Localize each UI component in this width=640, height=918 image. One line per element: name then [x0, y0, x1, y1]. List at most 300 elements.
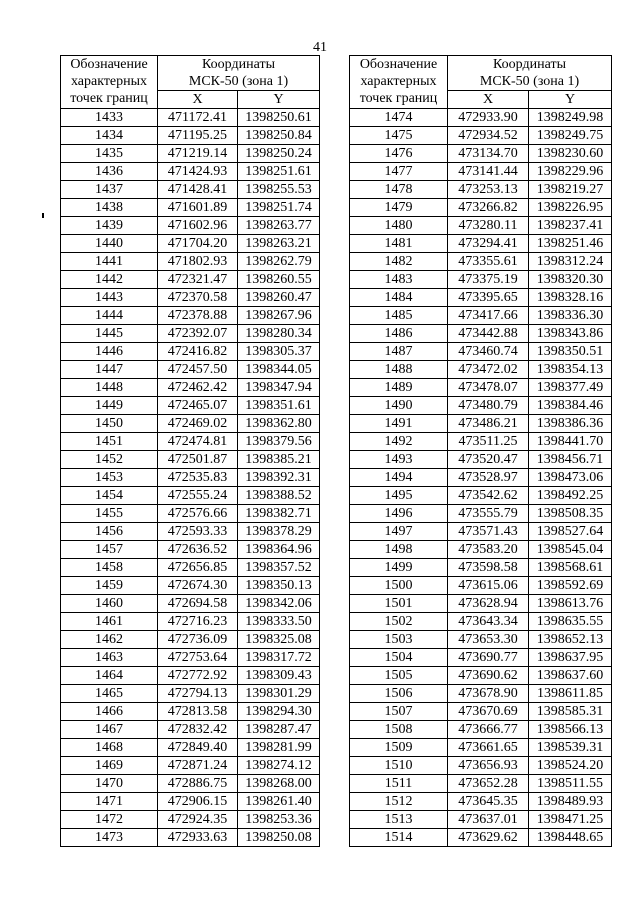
table-row — [61, 613, 320, 631]
y-coordinate-cell: 1398320.30 — [529, 271, 612, 289]
y-coordinate-cell: 1398508.35 — [529, 505, 612, 523]
x-coordinate-cell: 472871.24 — [158, 757, 238, 775]
y-coordinate-cell: 1398250.61 — [238, 109, 320, 127]
x-coordinate-cell: 472753.64 — [158, 649, 238, 667]
point-id-cell: 1488 — [350, 361, 448, 379]
table-row — [350, 505, 612, 523]
y-coordinate-cell: 1398456.71 — [529, 451, 612, 469]
x-coordinate-cell: 471195.25 — [158, 127, 238, 145]
x-coordinate-cell: 473637.01 — [448, 811, 529, 829]
table-row — [61, 361, 320, 379]
point-id-cell: 1471 — [61, 793, 158, 811]
point-id-cell: 1500 — [350, 577, 448, 595]
point-label-header: Обозначение характерных точек границ — [350, 56, 448, 109]
point-id-cell: 1467 — [61, 721, 158, 739]
table-row — [350, 289, 612, 307]
x-coordinate-cell: 473253.13 — [448, 181, 529, 199]
y-coordinate-cell: 1398524.20 — [529, 757, 612, 775]
left-table-body — [61, 109, 320, 847]
x-coordinate-cell: 472465.07 — [158, 397, 238, 415]
x-coordinate-cell: 473280.11 — [448, 217, 529, 235]
table-row — [350, 667, 612, 685]
table-row — [61, 829, 320, 847]
table-row — [350, 127, 612, 145]
y-header: Y — [529, 91, 612, 109]
table-row — [61, 253, 320, 271]
table-row — [61, 469, 320, 487]
table-row — [61, 487, 320, 505]
x-coordinate-cell: 473266.82 — [448, 199, 529, 217]
point-id-cell: 1495 — [350, 487, 448, 505]
y-coordinate-cell: 1398253.36 — [238, 811, 320, 829]
y-coordinate-cell: 1398378.29 — [238, 523, 320, 541]
table-row — [61, 433, 320, 451]
x-coordinate-cell: 471219.14 — [158, 145, 238, 163]
table-row — [61, 775, 320, 793]
y-coordinate-cell: 1398281.99 — [238, 739, 320, 757]
point-id-cell: 1438 — [61, 199, 158, 217]
x-coordinate-cell: 472906.15 — [158, 793, 238, 811]
table-row — [61, 235, 320, 253]
point-id-cell: 1506 — [350, 685, 448, 703]
table-row — [61, 163, 320, 181]
point-id-cell: 1437 — [61, 181, 158, 199]
point-id-cell: 1504 — [350, 649, 448, 667]
x-coordinate-cell: 473542.62 — [448, 487, 529, 505]
point-id-cell: 1463 — [61, 649, 158, 667]
y-coordinate-cell: 1398342.06 — [238, 595, 320, 613]
x-coordinate-cell: 473355.61 — [448, 253, 529, 271]
y-coordinate-cell: 1398351.61 — [238, 397, 320, 415]
point-id-cell: 1444 — [61, 307, 158, 325]
point-id-cell: 1477 — [350, 163, 448, 181]
coordinates-table-left — [60, 55, 320, 847]
y-coordinate-cell: 1398545.04 — [529, 541, 612, 559]
coordinates-header: Координаты МСК-50 (зона 1) — [448, 56, 612, 91]
point-id-cell: 1503 — [350, 631, 448, 649]
y-coordinate-cell: 1398592.69 — [529, 577, 612, 595]
x-coordinate-cell: 472832.42 — [158, 721, 238, 739]
table-row — [350, 739, 612, 757]
table-row — [350, 361, 612, 379]
y-coordinate-cell: 1398301.29 — [238, 685, 320, 703]
table-row — [350, 559, 612, 577]
point-id-cell: 1443 — [61, 289, 158, 307]
point-id-cell: 1485 — [350, 307, 448, 325]
point-id-cell: 1441 — [61, 253, 158, 271]
point-id-cell: 1450 — [61, 415, 158, 433]
y-coordinate-cell: 1398250.84 — [238, 127, 320, 145]
x-coordinate-cell: 472772.92 — [158, 667, 238, 685]
point-id-cell: 1512 — [350, 793, 448, 811]
point-id-cell: 1478 — [350, 181, 448, 199]
y-coordinate-cell: 1398249.98 — [529, 109, 612, 127]
y-coordinate-cell: 1398226.95 — [529, 199, 612, 217]
x-coordinate-cell: 473656.93 — [448, 757, 529, 775]
table-row — [350, 631, 612, 649]
y-coordinate-cell: 1398448.65 — [529, 829, 612, 847]
x-coordinate-cell: 472462.42 — [158, 379, 238, 397]
point-id-cell: 1481 — [350, 235, 448, 253]
point-id-cell: 1461 — [61, 613, 158, 631]
point-id-cell: 1482 — [350, 253, 448, 271]
point-id-cell: 1476 — [350, 145, 448, 163]
table-row — [61, 127, 320, 145]
x-coordinate-cell: 472794.13 — [158, 685, 238, 703]
point-id-cell: 1473 — [61, 829, 158, 847]
table-row — [61, 289, 320, 307]
x-coordinate-cell: 471428.41 — [158, 181, 238, 199]
point-id-cell: 1465 — [61, 685, 158, 703]
point-id-cell: 1442 — [61, 271, 158, 289]
x-coordinate-cell: 472457.50 — [158, 361, 238, 379]
x-coordinate-cell: 472694.58 — [158, 595, 238, 613]
y-coordinate-cell: 1398566.13 — [529, 721, 612, 739]
table-row — [350, 199, 612, 217]
y-coordinate-cell: 1398251.61 — [238, 163, 320, 181]
x-coordinate-cell: 472933.63 — [158, 829, 238, 847]
x-coordinate-cell: 472924.35 — [158, 811, 238, 829]
x-coordinate-cell: 472555.24 — [158, 487, 238, 505]
y-coordinate-cell: 1398250.08 — [238, 829, 320, 847]
table-row — [61, 451, 320, 469]
x-coordinate-cell: 473375.19 — [448, 271, 529, 289]
point-label-header: Обозначение характерных точек границ — [61, 56, 158, 109]
y-coordinate-cell: 1398325.08 — [238, 631, 320, 649]
table-row — [61, 217, 320, 235]
x-coordinate-cell: 473571.43 — [448, 523, 529, 541]
point-id-cell: 1509 — [350, 739, 448, 757]
x-coordinate-cell: 473670.69 — [448, 703, 529, 721]
table-row — [350, 757, 612, 775]
point-id-cell: 1447 — [61, 361, 158, 379]
y-coordinate-cell: 1398441.70 — [529, 433, 612, 451]
y-coordinate-cell: 1398384.46 — [529, 397, 612, 415]
table-row — [61, 397, 320, 415]
y-coordinate-cell: 1398333.50 — [238, 613, 320, 631]
x-coordinate-cell: 473417.66 — [448, 307, 529, 325]
x-coordinate-cell: 472933.90 — [448, 109, 529, 127]
table-row — [350, 181, 612, 199]
x-coordinate-cell: 472370.58 — [158, 289, 238, 307]
y-coordinate-cell: 1398568.61 — [529, 559, 612, 577]
table-row — [350, 775, 612, 793]
x-coordinate-cell: 472593.33 — [158, 523, 238, 541]
x-coordinate-cell: 472656.85 — [158, 559, 238, 577]
point-id-cell: 1510 — [350, 757, 448, 775]
x-coordinate-cell: 473442.88 — [448, 325, 529, 343]
table-row — [61, 793, 320, 811]
table-row — [350, 829, 612, 847]
point-id-cell: 1472 — [61, 811, 158, 829]
table-row — [61, 703, 320, 721]
x-coordinate-cell: 471602.96 — [158, 217, 238, 235]
y-coordinate-cell: 1398251.74 — [238, 199, 320, 217]
x-coordinate-cell: 473134.70 — [448, 145, 529, 163]
point-id-cell: 1474 — [350, 109, 448, 127]
x-coordinate-cell: 472321.47 — [158, 271, 238, 289]
y-coordinate-cell: 1398539.31 — [529, 739, 612, 757]
y-coordinate-cell: 1398328.16 — [529, 289, 612, 307]
table-row — [350, 487, 612, 505]
y-coordinate-cell: 1398237.41 — [529, 217, 612, 235]
table-row — [350, 703, 612, 721]
table-row — [350, 343, 612, 361]
y-coordinate-cell: 1398287.47 — [238, 721, 320, 739]
y-coordinate-cell: 1398347.94 — [238, 379, 320, 397]
table-row — [350, 613, 612, 631]
x-coordinate-cell: 473615.06 — [448, 577, 529, 595]
point-id-cell: 1489 — [350, 379, 448, 397]
table-row — [61, 325, 320, 343]
y-coordinate-cell: 1398611.85 — [529, 685, 612, 703]
point-id-cell: 1469 — [61, 757, 158, 775]
point-id-cell: 1501 — [350, 595, 448, 613]
y-coordinate-cell: 1398274.12 — [238, 757, 320, 775]
point-id-cell: 1435 — [61, 145, 158, 163]
table-row — [350, 541, 612, 559]
table-row — [350, 685, 612, 703]
table-row — [61, 739, 320, 757]
point-id-cell: 1486 — [350, 325, 448, 343]
point-id-cell: 1497 — [350, 523, 448, 541]
x-coordinate-cell: 473643.34 — [448, 613, 529, 631]
x-coordinate-cell: 473472.02 — [448, 361, 529, 379]
x-coordinate-cell: 473628.94 — [448, 595, 529, 613]
y-coordinate-cell: 1398377.49 — [529, 379, 612, 397]
table-row — [61, 631, 320, 649]
y-coordinate-cell: 1398357.52 — [238, 559, 320, 577]
table-row — [350, 433, 612, 451]
y-coordinate-cell: 1398280.34 — [238, 325, 320, 343]
x-coordinate-cell: 472716.23 — [158, 613, 238, 631]
y-coordinate-cell: 1398471.25 — [529, 811, 612, 829]
x-coordinate-cell: 472469.02 — [158, 415, 238, 433]
table-row — [61, 271, 320, 289]
table-row — [350, 271, 612, 289]
table-row — [350, 721, 612, 739]
y-coordinate-cell: 1398260.47 — [238, 289, 320, 307]
table-row — [61, 667, 320, 685]
point-id-cell: 1496 — [350, 505, 448, 523]
y-coordinate-cell: 1398250.24 — [238, 145, 320, 163]
point-id-cell: 1433 — [61, 109, 158, 127]
point-id-cell: 1451 — [61, 433, 158, 451]
y-coordinate-cell: 1398294.30 — [238, 703, 320, 721]
x-coordinate-cell: 472886.75 — [158, 775, 238, 793]
x-coordinate-cell: 473486.21 — [448, 415, 529, 433]
y-coordinate-cell: 1398336.30 — [529, 307, 612, 325]
x-header: X — [448, 91, 529, 109]
table-row — [350, 415, 612, 433]
point-id-cell: 1490 — [350, 397, 448, 415]
point-id-cell: 1507 — [350, 703, 448, 721]
table-row — [350, 145, 612, 163]
x-coordinate-cell: 472474.81 — [158, 433, 238, 451]
x-coordinate-cell: 473511.25 — [448, 433, 529, 451]
y-coordinate-cell: 1398364.96 — [238, 541, 320, 559]
point-id-cell: 1466 — [61, 703, 158, 721]
point-id-cell: 1460 — [61, 595, 158, 613]
table-row — [61, 379, 320, 397]
y-coordinate-cell: 1398354.13 — [529, 361, 612, 379]
x-coordinate-cell: 473555.79 — [448, 505, 529, 523]
point-id-cell: 1457 — [61, 541, 158, 559]
x-coordinate-cell: 472674.30 — [158, 577, 238, 595]
x-coordinate-cell: 473645.35 — [448, 793, 529, 811]
table-row — [61, 757, 320, 775]
x-coordinate-cell: 473395.65 — [448, 289, 529, 307]
table-row — [61, 415, 320, 433]
y-coordinate-cell: 1398249.75 — [529, 127, 612, 145]
x-coordinate-cell: 472636.52 — [158, 541, 238, 559]
x-coordinate-cell: 473598.58 — [448, 559, 529, 577]
table-row — [61, 811, 320, 829]
point-id-cell: 1459 — [61, 577, 158, 595]
margin-mark — [42, 213, 44, 218]
table-row — [61, 307, 320, 325]
point-id-cell: 1502 — [350, 613, 448, 631]
table-row — [350, 577, 612, 595]
y-coordinate-cell: 1398362.80 — [238, 415, 320, 433]
x-coordinate-cell: 473690.77 — [448, 649, 529, 667]
x-coordinate-cell: 473528.97 — [448, 469, 529, 487]
point-id-cell: 1464 — [61, 667, 158, 685]
x-coordinate-cell: 471704.20 — [158, 235, 238, 253]
x-coordinate-cell: 472813.58 — [158, 703, 238, 721]
x-coordinate-cell: 473661.65 — [448, 739, 529, 757]
y-coordinate-cell: 1398386.36 — [529, 415, 612, 433]
right-table-body — [350, 109, 612, 847]
x-coordinate-cell: 472416.82 — [158, 343, 238, 361]
y-coordinate-cell: 1398511.55 — [529, 775, 612, 793]
y-coordinate-cell: 1398637.60 — [529, 667, 612, 685]
x-coordinate-cell: 473653.30 — [448, 631, 529, 649]
y-coordinate-cell: 1398585.31 — [529, 703, 612, 721]
table-row — [61, 145, 320, 163]
point-id-cell: 1452 — [61, 451, 158, 469]
table-row — [350, 649, 612, 667]
table-row — [61, 721, 320, 739]
table-row — [61, 541, 320, 559]
x-coordinate-cell: 473480.79 — [448, 397, 529, 415]
x-header: X — [158, 91, 238, 109]
point-id-cell: 1449 — [61, 397, 158, 415]
point-id-cell: 1492 — [350, 433, 448, 451]
x-coordinate-cell: 473294.41 — [448, 235, 529, 253]
table-row — [350, 253, 612, 271]
table-row — [61, 343, 320, 361]
y-coordinate-cell: 1398350.51 — [529, 343, 612, 361]
y-header: Y — [238, 91, 320, 109]
y-coordinate-cell: 1398255.53 — [238, 181, 320, 199]
y-coordinate-cell: 1398343.86 — [529, 325, 612, 343]
y-coordinate-cell: 1398385.21 — [238, 451, 320, 469]
y-coordinate-cell: 1398261.40 — [238, 793, 320, 811]
point-id-cell: 1462 — [61, 631, 158, 649]
x-coordinate-cell: 471802.93 — [158, 253, 238, 271]
y-coordinate-cell: 1398637.95 — [529, 649, 612, 667]
table-row — [61, 595, 320, 613]
point-id-cell: 1475 — [350, 127, 448, 145]
table-row — [61, 685, 320, 703]
table-row — [350, 163, 612, 181]
point-id-cell: 1505 — [350, 667, 448, 685]
x-coordinate-cell: 473460.74 — [448, 343, 529, 361]
coordinates-header: Координаты МСК-50 (зона 1) — [158, 56, 320, 91]
x-coordinate-cell: 471424.93 — [158, 163, 238, 181]
point-id-cell: 1494 — [350, 469, 448, 487]
x-coordinate-cell: 472849.40 — [158, 739, 238, 757]
x-coordinate-cell: 473678.90 — [448, 685, 529, 703]
table-row — [350, 451, 612, 469]
y-coordinate-cell: 1398230.60 — [529, 145, 612, 163]
point-id-cell: 1514 — [350, 829, 448, 847]
point-id-cell: 1436 — [61, 163, 158, 181]
table-row — [61, 577, 320, 595]
table-row — [350, 811, 612, 829]
table-row — [350, 397, 612, 415]
table-row — [350, 469, 612, 487]
x-coordinate-cell: 471172.41 — [158, 109, 238, 127]
y-coordinate-cell: 1398388.52 — [238, 487, 320, 505]
point-id-cell: 1439 — [61, 217, 158, 235]
point-id-cell: 1499 — [350, 559, 448, 577]
point-id-cell: 1454 — [61, 487, 158, 505]
x-coordinate-cell: 471601.89 — [158, 199, 238, 217]
table-row — [61, 649, 320, 667]
point-id-cell: 1445 — [61, 325, 158, 343]
coordinates-table-right — [349, 55, 612, 847]
x-coordinate-cell: 472378.88 — [158, 307, 238, 325]
table-row — [350, 325, 612, 343]
y-coordinate-cell: 1398492.25 — [529, 487, 612, 505]
y-coordinate-cell: 1398260.55 — [238, 271, 320, 289]
x-coordinate-cell: 472535.83 — [158, 469, 238, 487]
x-coordinate-cell: 472934.52 — [448, 127, 529, 145]
point-id-cell: 1511 — [350, 775, 448, 793]
point-id-cell: 1456 — [61, 523, 158, 541]
y-coordinate-cell: 1398379.56 — [238, 433, 320, 451]
y-coordinate-cell: 1398267.96 — [238, 307, 320, 325]
point-id-cell: 1448 — [61, 379, 158, 397]
table-row — [350, 307, 612, 325]
table-row — [350, 235, 612, 253]
y-coordinate-cell: 1398268.00 — [238, 775, 320, 793]
y-coordinate-cell: 1398527.64 — [529, 523, 612, 541]
point-id-cell: 1455 — [61, 505, 158, 523]
y-coordinate-cell: 1398635.55 — [529, 613, 612, 631]
table-row — [61, 181, 320, 199]
x-coordinate-cell: 473629.62 — [448, 829, 529, 847]
point-id-cell: 1468 — [61, 739, 158, 757]
y-coordinate-cell: 1398344.05 — [238, 361, 320, 379]
y-coordinate-cell: 1398392.31 — [238, 469, 320, 487]
x-coordinate-cell: 472736.09 — [158, 631, 238, 649]
y-coordinate-cell: 1398489.93 — [529, 793, 612, 811]
y-coordinate-cell: 1398613.76 — [529, 595, 612, 613]
table-row — [61, 199, 320, 217]
x-coordinate-cell: 473520.47 — [448, 451, 529, 469]
point-id-cell: 1484 — [350, 289, 448, 307]
table-row — [350, 379, 612, 397]
point-id-cell: 1513 — [350, 811, 448, 829]
table-row — [61, 505, 320, 523]
x-coordinate-cell: 473583.20 — [448, 541, 529, 559]
table-row — [350, 523, 612, 541]
y-coordinate-cell: 1398219.27 — [529, 181, 612, 199]
y-coordinate-cell: 1398382.71 — [238, 505, 320, 523]
